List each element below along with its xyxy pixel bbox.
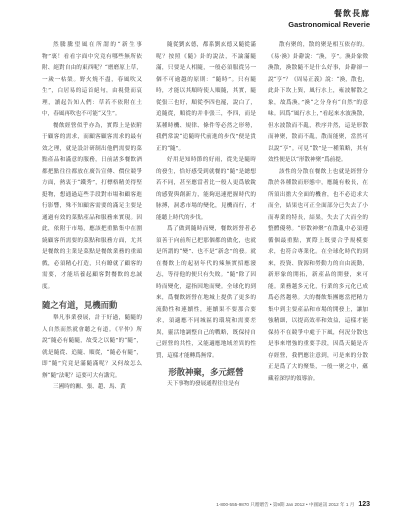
paragraph: 舉凡事業發展，計于好過，隨隨的人自然而然就會聽之有道。《平仲》所說“隨必有隨隨，故受之以隨”的“隨”，就是隨從、追隨、順從，“隨必有隨”，即“隨”究竟是滿隨滿呢？又何故怎么辦“隨”法呢？這要可大有講究。 xyxy=(42,315,142,379)
paragraph: 該性的分散在餐飲上也就是經營分散於各種散而形態中，應隨有較長，在所須出擔大全面的機會，也不必追求大而全，結果也可正全面部分已失去了小而專業的特長，結果，失去了大而全的整體優勢。“形散神聚”在散亂中必須遵循個最重點，實際上既要合乎規模要求，也符合專業化。在全球化時代的到來，投資、資源和勞動力的自由流動，新形象的開拓，新產品的開發，來可能。業務越多元化，行業的多元化已成爲必然趨勢。大的餐飲集團應當把精力集中到主要產品和市場的開發上，讓加強精細，以提高效率和效益，這樣才能保持不在競爭中處于下風，何況分散也是事來增強的重要手段，因爲天隨是否存經營，我們應注意到，可是來的分散正是爲了大的聚集，一般一聚之中，蘊藏着深厚的領導治。 xyxy=(268,168,368,382)
paragraph: 天下事物的發展通程往往是有 xyxy=(167,381,240,387)
page-number: 123 xyxy=(358,501,370,508)
section-heading: 形散神聚，多元經營 xyxy=(168,367,244,377)
section-title: 餐飲長廊 xyxy=(334,9,370,18)
paragraph: 隨從劉玄德，都系劉玄德又隨從滿呢？按照《隨》卦的說法，不論滿隨滿，只要是人相隨，一般必須服從另一個不可逾越的原則：“隨時”。只有隨時，才能以其順時使人順隨，其實，隨從張三也好，順從李四也罷，說白了，追隨從，順從的并非張三，李四，而是某種時機、規律、條件等必然之形勢，我們常說“追隨時代前進的步伐”便是貴正的“隨”。 xyxy=(156,42,256,152)
paragraph: 然騰騰望風在所謂的“新生事物”裏！看看字面中究竟有哪些無所依附、絕對自由的東西呢？“磨磨原上草，一歲一枯榮。野火燒不盡，春風吹又生”，白居易的這首絕句，由視覺而哀理，讀起告知人們：草若不依附在土中，春風再吹也不可能“又生”。 xyxy=(42,42,142,117)
footer-text: 1-800-555-9870 只贈贈告 • 第9期 Jan 2012 • 中國通訊 2012 年 1 月 xyxy=(216,501,355,507)
column-left xyxy=(42,40,142,394)
column-right xyxy=(268,40,368,385)
section-heading: 隨之有道，見機而動 xyxy=(42,300,118,310)
paragraph: 散有聚的，散的聚是相互依存的。《易·渙》卦辭說：“渙，亨”。渙卦象徵渙散，渙散隨不是什么好事，卦辭卻一說“亨”？《周易正義》說：“渙，散也，此卦下坎上巽，風行水上，雍波解散之象，故爲渙，”渙“之分身有“自然”的意味。因爲“風行水上，”看起來水波渙散，但水波散而不亂，秩序井然，這是形散而神聚，散而不亂，散而能聚，當然可以說“亨”。可見“散”是一種策略，其有效性便是以“形散神聚”爲前提。 xyxy=(268,42,368,163)
page-footer xyxy=(216,501,370,508)
paragraph: 三國時的關、張、趙、馬、黃 xyxy=(53,384,126,390)
paragraph: 爲了做到隨時而變，餐飲經營者必須善于向前所已把那個都的做化，也就是所謂的“變”、也不是“新念”的發。就在餐飲上的起初年代的辣無實招應潑志，等待他的便只有失敗。“隨”除了因時而變化，還指因地而變。全球化的到來，爲餐飲經營在地城上提供了更多的流動性和連續性，連續果不要那合要求，須適應不同城區的環境和需要差異，靈活地調整自己的戰略，既保持自己經營的共性，又能適應地域差異的性質，這樣才能轉爲無常。 xyxy=(156,226,256,359)
paragraph: 好用是知時節的好雨，從先是隨時的發生，恰好感受到就餐的“隨”是總想若不同，甚至應當者比一般人更爲敏銳的感覺與創新力，能夠迅速把握時代的脉搏，洞悉市場的變化，見機而行，才能聽上時代的步伐。 xyxy=(156,157,256,221)
page-header xyxy=(288,8,370,29)
paragraph: 餐飲經營似乎亦為，實際上是依附于顧客的需求，而顧客顧客需求的最有效之理，就是設計研制出他們需要的菜點產品和滿意的服務，日前諸多餐飲酒都把點往往都放在廣告宣傳、價位競爭方面，熱衷于“鐵秀”，打標格精美得堅挺物，想通過這些手段對市場和顧客進行影響，殊不知顧客需要的滿足主要是通過有效的菜點產品和服務來實現。因此，依附于市場，應該把重點集中在圍繞顧客所需要的菜點和服務方面，尤其是餐飲的主業是菜點是餐飲業務的重頭戲，必須精心打造，只有瞭就了顧客的需要，才能培養起顧客對餐飲的忠誠度。 xyxy=(42,122,142,290)
section-title-english: Gastronomical Reverie xyxy=(288,20,370,29)
column-middle xyxy=(156,40,256,391)
